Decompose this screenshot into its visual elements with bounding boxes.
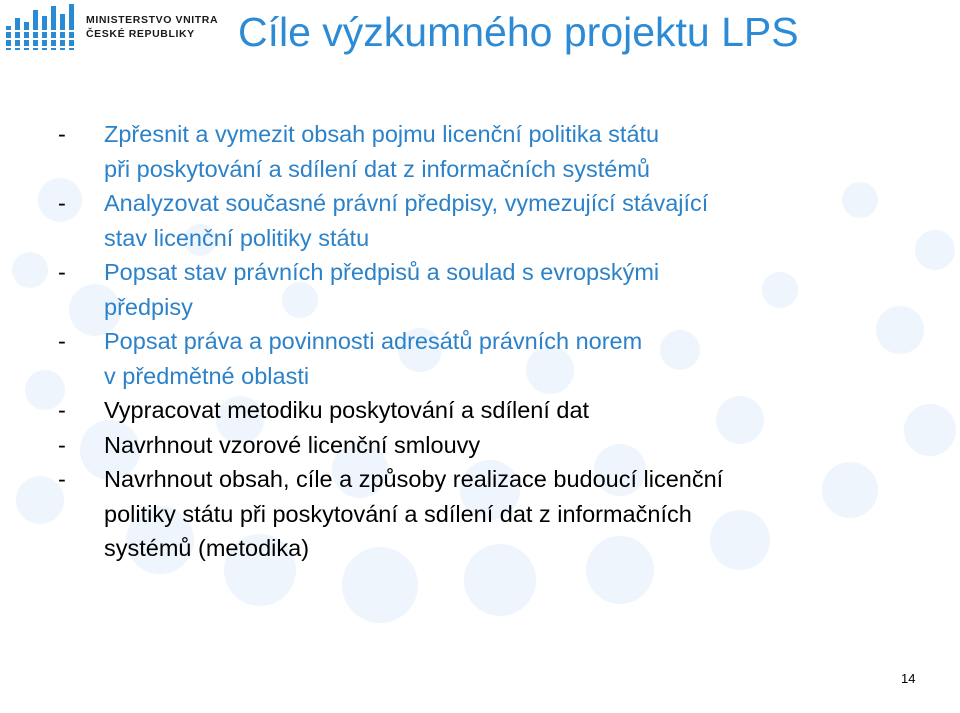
page-number: 14	[901, 671, 916, 686]
list-item	[58, 186, 918, 255]
bullet-dash: -	[58, 190, 66, 216]
ministry-logo	[0, 0, 230, 62]
logo-bars-icon	[0, 0, 82, 62]
list-item-line: Vypracovat metodiku poskytování a sdílení dat	[104, 397, 590, 423]
list-item-line: stav licenční politiky státu	[104, 224, 370, 251]
logo-text	[86, 13, 218, 41]
list-item	[58, 255, 918, 324]
bullet-dash: -	[58, 121, 66, 147]
bullet-dash: -	[58, 397, 66, 423]
list-item-line: předpisy	[104, 293, 193, 320]
list-item	[58, 428, 918, 463]
bullet-dash: -	[58, 328, 66, 354]
objectives-list	[58, 117, 918, 566]
list-item-line: Popsat stav právních předpisů a soulad s evropskými	[104, 259, 660, 285]
list-item	[58, 393, 918, 428]
page-title: Cíle výzkumného projektu LPS	[238, 9, 799, 55]
bullet-dash: -	[58, 259, 66, 285]
list-item-line: Navrhnout obsah, cíle a způsoby realizace budoucí licenční	[104, 466, 724, 492]
list-item-line: politiky státu při poskytování a sdílení dat z informačních	[104, 500, 692, 527]
list-item-line: Analyzovat současné právní předpisy, vymezující stávající	[104, 190, 709, 216]
list-item	[58, 324, 918, 393]
list-item	[58, 462, 918, 566]
list-item-line: Zpřesnit a vymezit obsah pojmu licenční politika státu	[104, 121, 660, 147]
bullet-dash: -	[58, 466, 66, 492]
bullet-dash: -	[58, 431, 66, 458]
list-item-line: v předmětné oblasti	[104, 362, 310, 389]
logo-line-1: MINISTERSTVO VNITRA	[86, 14, 219, 26]
list-item-line: při poskytování a sdílení dat z informačních systémů	[104, 155, 650, 182]
logo-line-2: ČESKÉ REPUBLIKY	[86, 28, 195, 40]
list-item-line: Popsat práva a povinnosti adresátů právních norem	[104, 328, 643, 354]
list-item-line: systémů (metodika)	[104, 535, 310, 561]
list-item-line: Navrhnout vzorové licenční smlouvy	[104, 431, 481, 458]
list-item	[58, 117, 918, 186]
